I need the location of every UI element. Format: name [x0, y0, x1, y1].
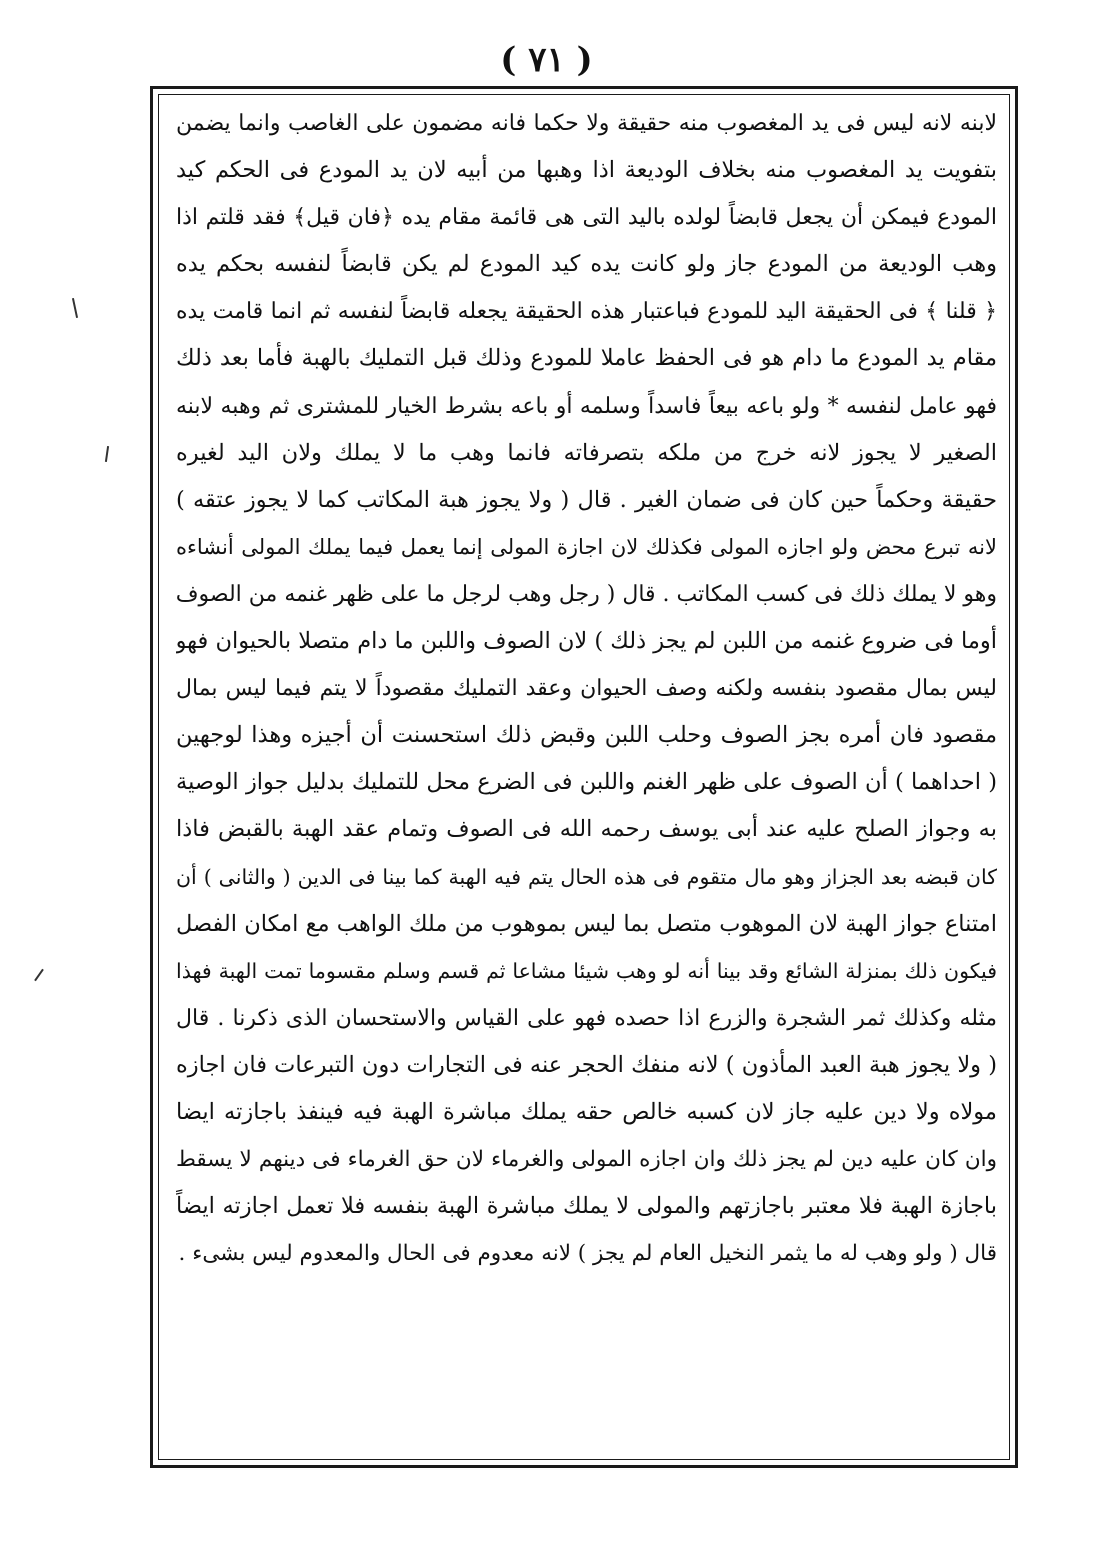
text-line: به وجواز الصلح عليه عند أبى يوسف رحمه الله فى الصوف وتمام عقد الهبة بالقبض فاذا — [176, 816, 997, 843]
text-line: امتناع جواز الهبة لان الموهوب متصل بما ليس بموهوب من ملك الواهب مع امكان الفصل — [176, 910, 997, 937]
text-body — [176, 100, 997, 1277]
text-line: ( احداهما ) أن الصوف على ظهر الغنم واللبن فى الضرع محل للتمليك بدليل جواز الوصية — [176, 769, 997, 796]
text-line: أوما فى ضروع غنمه من اللبن لم يجز ذلك ) لان الصوف واللبن ما دام متصلا بالحيوان فهو — [176, 628, 997, 655]
scan-mark — [34, 969, 44, 982]
text-line: قال ( ولو وهب له ما يثمر النخيل العام لم يجز ) لانه معدوم فى الحال والمعدوم ليس بشىء . — [178, 1241, 997, 1267]
scan-mark — [105, 446, 109, 462]
text-line: الصغير لا يجوز لانه خرج من ملكه بتصرفاته فانما وهب ما لا يملك ولان اليد لغيره — [176, 439, 997, 466]
text-line: ﴿ قلنا ﴾ فى الحقيقة اليد للمودع فباعتبار هذه الحقيقة يجعله قابضاً لنفسه ثم انما قامت يده — [176, 299, 997, 325]
text-line: وهب الوديعة من المودع جاز ولو كانت يده كيد المودع لم يكن قابضاً لنفسه بحكم يده — [176, 251, 997, 278]
text-line: ليس بمال مقصود بنفسه ولكنه وصف الحيوان وعقد التمليك مقصوداً لا يتم فيما ليس بمال — [176, 676, 997, 702]
text-line: المودع فيمكن أن يجعل قابضاً لولده باليد التى هى قائمة مقام يده ﴿فان قيل﴾ فقد قلتم اذا — [176, 205, 997, 231]
text-line: وهو لا يملك ذلك فى كسب المكاتب . قال ( رجل وهب لرجل ما على ظهر غنمه من الصوف — [176, 581, 997, 607]
text-line: مولاه ولا دين عليه جاز لان كسبه خالص حقه يملك مباشرة الهبة فيه فينفذ باجازته ايضا — [176, 1098, 997, 1125]
page-number: ( ٧١ ) — [500, 40, 593, 80]
text-line: لانه تبرع محض ولو اجازه المولى فكذلك لان اجازة المولى إنما يعمل فيما يملك المولى أنشاءه — [176, 534, 997, 559]
text-line: بتفويت يد المغصوب منه بخلاف الوديعة اذا وهبها من أبيه لان يد المودع فى الحكم كيد — [176, 157, 997, 184]
scan-mark — [72, 298, 78, 318]
text-line: كان قبضه بعد الجزاز وهو مال متقوم فى هذه الحال يتم فيه الهبة كما بينا فى الدين ( والثانى ) أن — [176, 864, 997, 889]
text-line: مقصود فان أمره بجز الصوف وحلب اللبن وقبض ذلك استحسنت أن أجيزه وهذا لوجهين — [176, 722, 997, 749]
text-line: فهو عامل لنفسه * ولو باعه بيعاً فاسداً وسلمه أو باعه بشرط الخيار للمشترى ثم وهبه لابنه — [176, 393, 997, 419]
text-line: ( ولا يجوز هبة العبد المأذون ) لانه منفك الحجر عنه فى التجارات دون التبرعات فان اجازه — [176, 1051, 997, 1078]
text-line: فيكون ذلك بمنزلة الشائع وقد بينا أنه لو وهب شيئا مشاعا ثم قسم وسلم مقسوما تمت الهبة فهذا — [176, 958, 997, 983]
text-line: مثله وكذلك ثمر الشجرة والزرع اذا حصده فهو على القياس والاستحسان الذى ذكرنا . قال — [176, 1005, 997, 1031]
text-line: باجازة الهبة فلا معتبر باجازتهم والمولى لا يملك مباشرة الهبة بنفسه فلا تعمل اجازته ايضاً — [176, 1193, 997, 1220]
text-line: لابنه لانه ليس فى يد المغصوب منه حقيقة ولا حكما فانه مضمون على الغاصب وانما يضمن — [176, 111, 997, 136]
text-line: وان كان عليه دين لم يجز ذلك وان اجازه المولى والغرماء لان حق الغرماء فى دينهم لا يسقط — [176, 1147, 997, 1173]
text-line: حقيقة وحكماً حين كان فى ضمان الغير . قال ( ولا يجوز هبة المكاتب كما لا يجوز عتقه ) — [176, 486, 997, 513]
text-line: مقام يد المودع ما دام هو فى الحفظ عاملا للمودع وذلك قبل التمليك بالهبة فأما بعد ذلك — [176, 345, 997, 372]
